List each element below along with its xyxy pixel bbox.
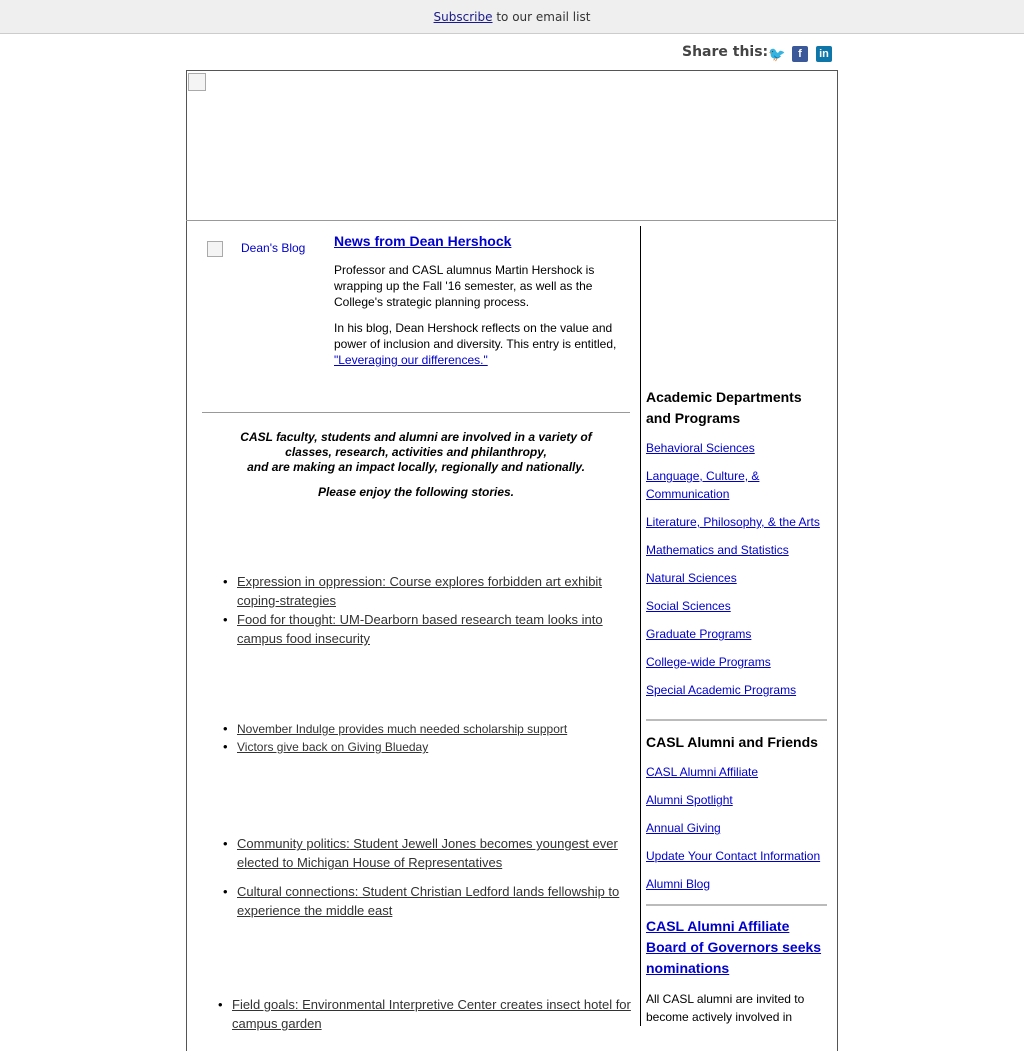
subscribe-bar — [0, 0, 1024, 34]
subscribe-text — [0, 10, 1024, 24]
list-item: • Field goals: Environmental Interpretive Center creates insect hotel for campus garden — [218, 997, 631, 1031]
academic-link[interactable]: Graduate Programs — [646, 627, 752, 641]
academic-link[interactable]: Social Sciences — [646, 599, 731, 613]
sidebar-divider — [646, 904, 827, 906]
story-list-4 — [218, 995, 637, 1033]
academic-link[interactable]: Language, Culture, & Communication — [646, 469, 760, 501]
broken-image-icon — [188, 73, 206, 91]
intro-line: classes, research, activities and philanthropy, — [285, 445, 547, 459]
dean-paragraph-2-text: In his blog, Dean Hershock reflects on the value and power of inclusion and diversity. This entry is entitled, — [334, 321, 617, 351]
subscribe-link[interactable]: Subscribe — [433, 10, 493, 24]
dean-blog-image-alt[interactable]: Dean's Blog — [241, 241, 306, 255]
divider — [202, 412, 630, 413]
academic-link[interactable]: Mathematics and Statistics — [646, 543, 789, 557]
list-item: • Community politics: Student Jewell Jones becomes youngest ever elected to Michigan House of Representatives — [223, 836, 618, 870]
dean-paragraph-1: Professor and CASL alumnus Martin Hershock is wrapping up the Fall '16 semester, as well as the College's strategic planning process. — [334, 263, 595, 309]
enjoy-text: Please enjoy the following stories. — [317, 485, 515, 499]
academic-link[interactable]: Literature, Philosophy, & the Arts — [646, 515, 820, 529]
facebook-icon[interactable]: f — [792, 46, 808, 62]
story-link[interactable]: Victors give back on Giving Blueday — [237, 740, 429, 754]
dean-paragraph-2 — [334, 320, 629, 368]
academic-link[interactable]: Natural Sciences — [646, 571, 737, 585]
board-nominations-text: All CASL alumni are invited to become actively involved in — [646, 992, 805, 1024]
column-divider — [640, 226, 641, 1026]
story-list-2 — [223, 720, 632, 756]
alumni-heading: CASL Alumni and Friends — [646, 734, 818, 750]
subscribe-rest: to our email list — [496, 10, 591, 24]
linkedin-icon[interactable]: in — [816, 46, 832, 62]
list-item: • November Indulge provides much needed scholarship support — [223, 721, 568, 736]
story-link[interactable]: Expression in oppression: Course explores forbidden art exhibit coping-strategies — [237, 574, 602, 608]
academic-link[interactable]: Behavioral Sciences — [646, 441, 755, 455]
leveraging-link[interactable]: "Leveraging our differences." — [334, 353, 488, 367]
story-link[interactable]: November Indulge provides much needed scholarship support — [237, 722, 568, 736]
list-item: • Food for thought: UM-Dearborn based research team looks into campus food insecurity — [223, 612, 603, 646]
dean-image-icon — [207, 241, 223, 257]
story-list-3 — [223, 834, 632, 920]
story-link[interactable]: Community politics: Student Jewell Jones becomes youngest ever elected to Michigan House of Representatives — [237, 836, 618, 870]
intro-line: CASL faculty, students and alumni are involved in a variety of — [240, 430, 592, 444]
intro-text — [202, 430, 630, 475]
story-list-1 — [223, 572, 632, 648]
story-link[interactable]: Field goals: Environmental Interpretive Center creates insect hotel for campus garden — [232, 997, 631, 1031]
academic-link[interactable]: College-wide Programs — [646, 655, 771, 669]
academic-heading: Academic Departments and Programs — [646, 389, 802, 426]
academic-link[interactable]: Special Academic Programs — [646, 683, 797, 697]
dean-news-title[interactable]: News from Dean Hershock — [334, 233, 512, 249]
list-item: • Victors give back on Giving Blueday — [223, 739, 429, 754]
list-item: • Cultural connections: Student Christian Ledford lands fellowship to experience the middle east — [223, 884, 620, 918]
share-label: Share this: — [682, 44, 769, 60]
alumni-link[interactable]: Annual Giving — [646, 821, 721, 835]
story-link[interactable]: Food for thought: UM-Dearborn based research team looks into campus food insecurity — [237, 612, 603, 646]
twitter-icon[interactable]: 🐦 — [768, 46, 786, 62]
sidebar-divider — [646, 719, 827, 721]
alumni-link[interactable]: CASL Alumni Affiliate — [646, 765, 759, 779]
alumni-link[interactable]: Alumni Blog — [646, 877, 711, 891]
header-banner-image — [186, 70, 836, 221]
list-item: • Expression in oppression: Course explores forbidden art exhibit coping-strategies — [223, 574, 602, 608]
story-link[interactable]: Cultural connections: Student Christian Ledford lands fellowship to experience the middle east — [237, 884, 620, 918]
alumni-link[interactable]: Update Your Contact Information — [646, 849, 821, 863]
board-nominations-link[interactable]: CASL Alumni Affiliate Board of Governors seeks nominations — [646, 918, 822, 976]
alumni-link[interactable]: Alumni Spotlight — [646, 793, 733, 807]
intro-line: and are making an impact locally, regionally and nationally. — [247, 460, 585, 474]
